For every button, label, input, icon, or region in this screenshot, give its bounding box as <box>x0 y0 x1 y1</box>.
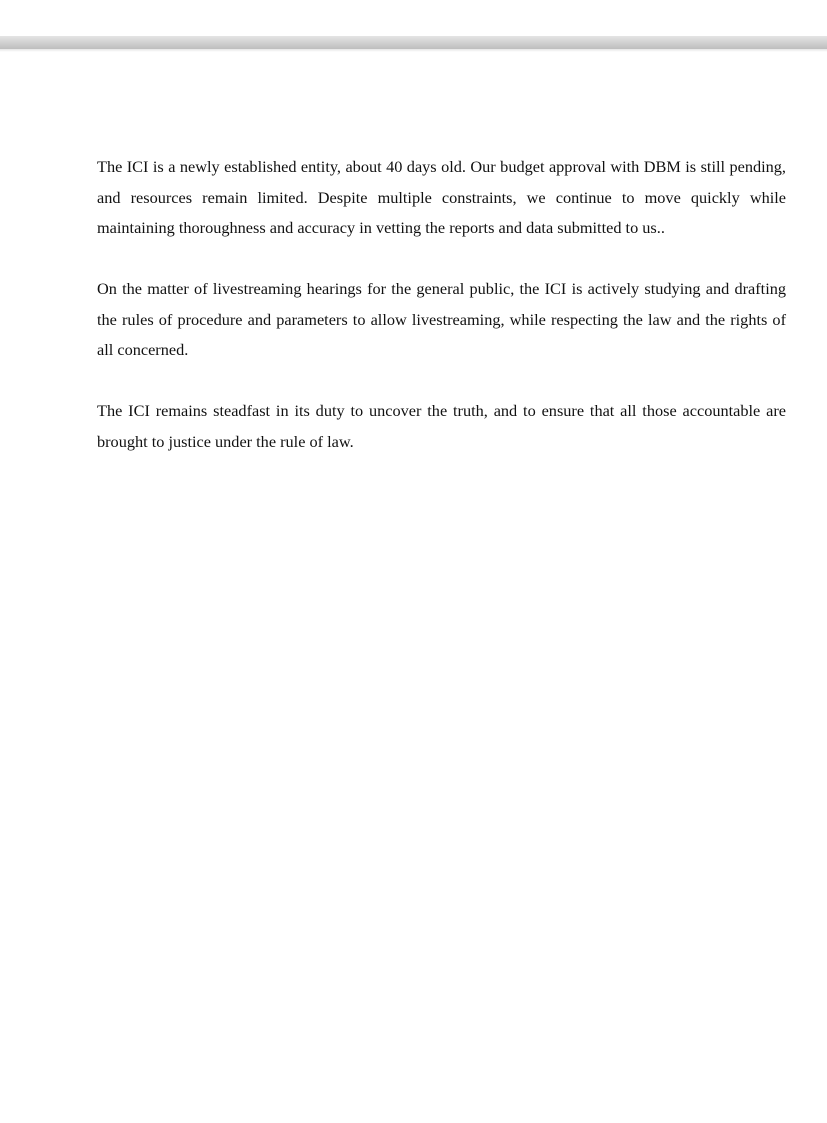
paragraph-livestreaming: On the matter of livestreaming hearings for the general public, the ICI is actively studying and drafting the rules of procedure and parameters to allow livestreaming, while respecting the law and the rights of all concerned. <box>97 279 786 359</box>
page-edge-shadow <box>0 49 827 52</box>
page-edge-bar <box>0 36 827 49</box>
paragraph-commitment: The ICI remains steadfast in its duty to uncover the truth, and to ensure that all those accountable are brought to justice under the rule of law. <box>97 401 786 451</box>
document-body <box>97 152 786 457</box>
paragraph-budget-status: The ICI is a newly established entity, about 40 days old. Our budget approval with DBM is still pending, and resources remain limited. Despite multiple constraints, we continue to move quickly while maintaining thoroughness and accuracy in vetting the reports and data submitted to us.. <box>97 157 786 237</box>
top-margin <box>0 0 827 36</box>
